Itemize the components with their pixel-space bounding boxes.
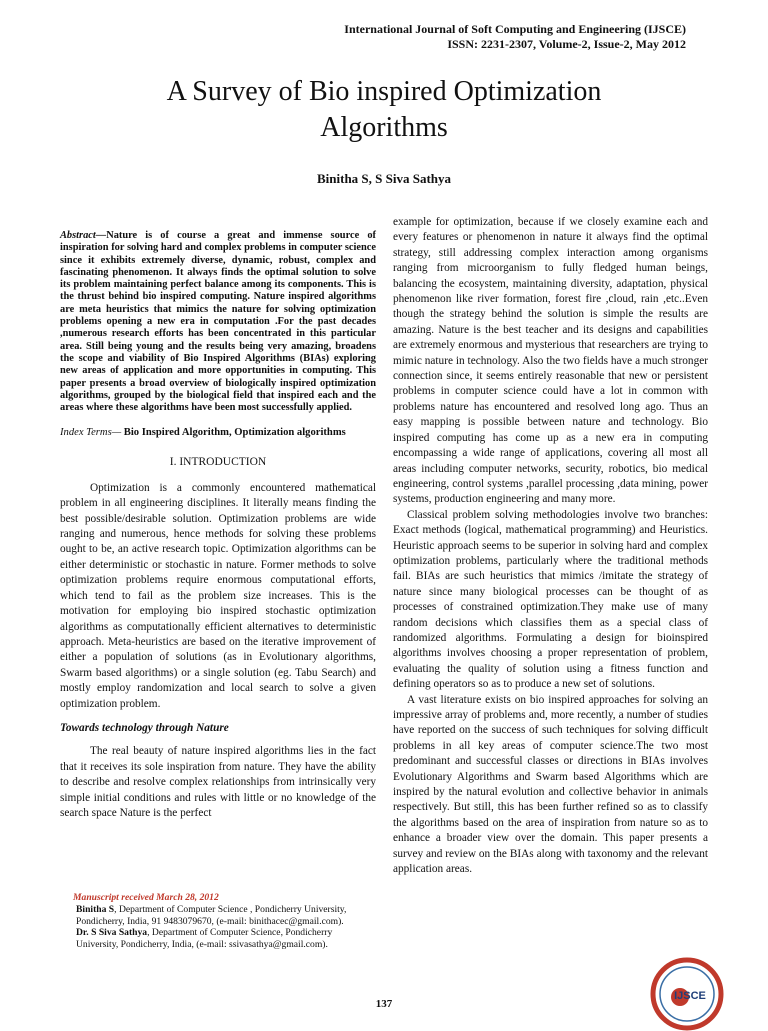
author2-note bbox=[73, 927, 373, 951]
manuscript-received: Manuscript received March 28, 2012 bbox=[73, 892, 219, 903]
left-column bbox=[60, 215, 376, 821]
index-terms-label: Index Terms— bbox=[60, 427, 122, 439]
logo-text: IJSCE bbox=[674, 990, 706, 1002]
author2-text: , Department of Computer Science, Pondicherry University, Pondicherry, India, (e-mail: ssivasathya@gmail.com). bbox=[76, 927, 333, 951]
author2-name: Dr. S Siva Sathya bbox=[76, 927, 148, 939]
abstract-text: Nature is of course a great and immense source of inspiration for solving hard and complex problems in computer science since it exhibits extremely diverse, dynamic, robust, complex and fascinating phenomenon. It always finds the optimal solution to solve its problem maintaining perfect balance among its components. This is the thrust behind bio inspired computing. Nature inspired algorithms are meta heuristics that mimics the nature for solving optimization problems opening a new era in computation .For the past decades ,numerous research efforts has been concentrated in this particular area. Still being young and the results being very amazing, broadens the scope and viability of Bio Inspired Algorithms (BIAs) exploring new areas of application and more opportunities in computing. This paper presents a broad overview of biologically inspired optimization algorithms, grouped by the biological field that inspired each and the areas where these algorithms have been most successfully applied. bbox=[60, 230, 376, 414]
footnote bbox=[73, 892, 373, 951]
author1-note bbox=[73, 904, 373, 928]
subheading: Towards technology through Nature bbox=[60, 721, 229, 734]
issn-line: ISSN: 2231-2307, Volume-2, Issue-2, May 2012 bbox=[447, 37, 686, 51]
right-paragraph-3: A vast literature exists on bio inspired approaches for solving an impressive array of problems and, more recently, a number of studies have reported on the success of such techniques for solving difficult problems in all key areas of computer science.The two most predominant and successful classes or directions in BIAs involves Evolutionary Algorithms and Swarm based Algorithms which are inspired by the natural evolution and collective behavior in animals respectively. But still, this has been further refined so as to classify the algorithms based on the area of inspiration from nature so as to enhance a broader view over the domain. This paper presents a survey and review on the BIAs along with taxonomy and the relevant application areas. bbox=[393, 693, 708, 876]
nature-paragraph: The real beauty of nature inspired algorithms lies in the fact that it receives its sole inspiration from nature. They have the ability to describe and resolve complex relationships from intrinsically very simple initial conditions and rules with little or no knowledge of the search space Nature is the perfect bbox=[60, 745, 376, 819]
title-line-1: A Survey of Bio inspired Optimization bbox=[166, 76, 602, 107]
abstract-label: Abstract— bbox=[60, 230, 107, 241]
journal-header bbox=[344, 22, 686, 52]
intro-paragraph: Optimization is a commonly encountered mathematical problem in all engineering disciplines. It literally means finding the best possible/desirable solution. Optimization problems are wide ranging and numerous, hence methods for solving these problems ought to be, an active research topic. Optimization algorithms can be either deterministic or stochastic in nature. Former methods to solve optimization problems require enormous computational efforts, which tend to fail as the problem size increases. This is the motivation for employing bio inspired stochastic optimization algorithms as computationally efficient alternatives to deterministic approach. Meta-heuristics are based on the iterative improvement of either a population of solutions (as in Evolutionary algorithms, Swarm based algorithms) or a single solution (eg. Tabu Search) and mostly employ randomization and local search to solve a given optimization problem. bbox=[60, 481, 376, 710]
abstract bbox=[60, 230, 376, 414]
page-number: 137 bbox=[375, 998, 393, 1010]
right-column bbox=[393, 215, 708, 877]
title-line-2: Algorithms bbox=[320, 112, 448, 143]
index-terms-text: Bio Inspired Algorithm, Optimization algorithms bbox=[121, 427, 346, 439]
index-terms bbox=[60, 426, 376, 440]
right-paragraph-2: Classical problem solving methodologies involve two branches: Exact methods (logical, mathematical programming) and Heuristics. Heuristic approach seems to be superior in solving hard and complex optimization problems, particularly where the traditional methods fail. BIAs are such heuristics that mimics /imitate the strategy of nature since many biological processes can be thought of as processes of constrained optimization.They make use of many random decisions which classifies them as a special class of randomized algorithms. Formulating a design for bioinspired algorithms involves choosing a proper representation of problem, evaluating the quality of solution using a fitness function and defining operators so as to produce a new set of solutions. bbox=[393, 508, 708, 691]
right-paragraph-1: example for optimization, because if we closely examine each and every features or phenomenon in nature it always find the optimal strategy, still addressing complex interaction among organisms ranging from microorganism to fully fledged human beings, balancing the ecosystem, maintaining diversity, adaptation, physical phenomenon like river formation, forest fire ,cloud, rain ,etc..Even though the strategy behind the solution is simple the results are amazing. Nature is the best teacher and its designs and capabilities are extremely enormous and mysterious that researchers are trying to mimic nature in technology. Also the two fields have a much stronger connection since, it seems entirely reasonable that new or persistent problems in computer science could have a lot in common with problems nature has encountered and resolved long ago. Thus an easy mapping is possible between nature and technology. Bio inspired computing has come up as a new era in computing encompassing a wide range of applications, covering all most all areas including computer networks, security, robotics, bio medical engineering, control systems ,parallel processing ,data mining, power systems, production engineering and many more. bbox=[393, 216, 708, 506]
paper-title bbox=[0, 74, 768, 146]
ijsce-logo-icon bbox=[650, 957, 724, 1031]
author1-name: Binitha S bbox=[76, 903, 115, 915]
journal-name: International Journal of Soft Computing and Engineering (IJSCE) bbox=[344, 22, 686, 36]
authors: Binitha S, S Siva Sathya bbox=[316, 171, 452, 186]
author1-text: , Department of Computer Science , Pondicherry University, Pondicherry, India, 91 9483079670, (e-mail: binithacec@gmail.com). bbox=[76, 903, 347, 927]
section-heading-introduction: I. INTRODUCTION bbox=[169, 456, 267, 469]
